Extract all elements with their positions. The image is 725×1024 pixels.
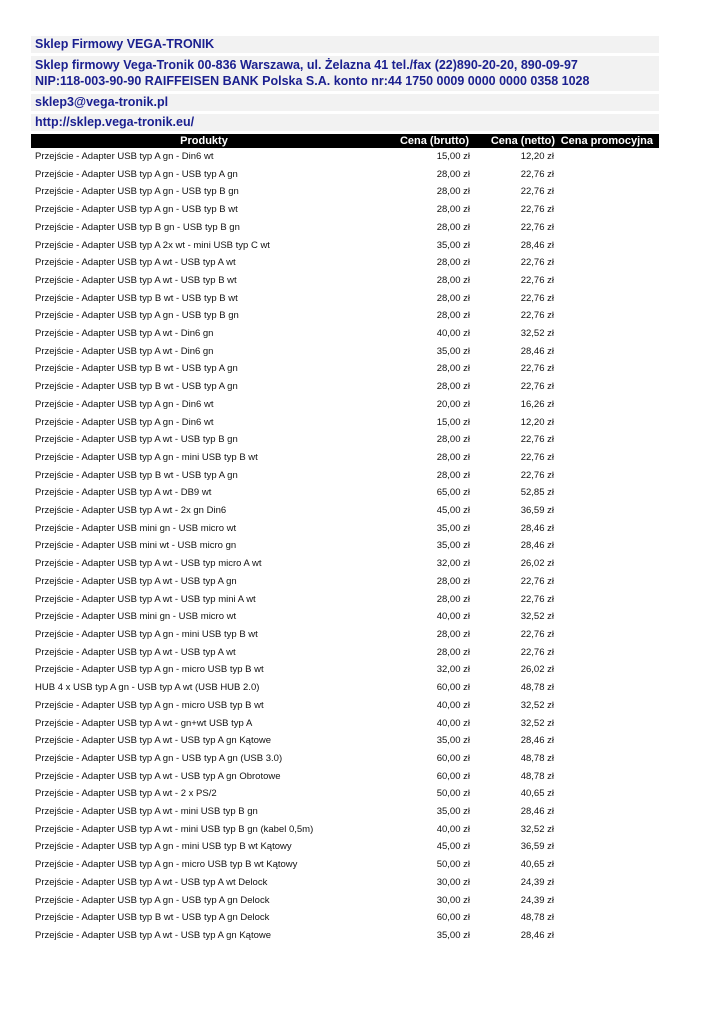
price-net-cell: 26,02 zł [520,558,554,570]
promo-price-cell [559,148,659,166]
promo-price-cell [559,644,659,662]
price-gross-cell: 35,00 zł [436,239,470,251]
table-row [31,166,659,184]
price-gross-cell: 60,00 zł [436,912,470,924]
table-row [31,679,659,697]
price-gross-cell: 28,00 zł [436,257,470,269]
product-name-cell: Przejście - Adapter USB typ B wt - USB typ A gn [35,469,238,481]
table-row [31,927,659,945]
price-net-cell: 22,76 zł [520,363,554,375]
promo-price-cell [559,785,659,803]
price-gross-cell: 28,00 zł [436,451,470,463]
product-name-cell: Przejście - Adapter USB typ B wt - USB typ A gn [35,363,238,375]
product-name-cell: Przejście - Adapter USB typ A gn - USB typ A gn Delock [35,894,270,906]
price-net-cell: 22,76 zł [520,168,554,180]
table-row [31,856,659,874]
product-name-cell: Przejście - Adapter USB typ A wt - mini USB typ B gn [35,806,258,818]
price-net-cell: 48,78 zł [520,752,554,764]
price-gross-cell: 28,00 zł [436,628,470,640]
price-net-cell: 22,76 zł [520,186,554,198]
table-row [31,573,659,591]
price-gross-cell: 30,00 zł [436,876,470,888]
table-row [31,626,659,644]
column-header-promo-price: Cena promocyjna [559,134,659,148]
promo-price-cell [559,520,659,538]
price-net-cell: 24,39 zł [520,894,554,906]
price-gross-cell: 60,00 zł [436,752,470,764]
promo-price-cell [559,927,659,945]
price-gross-cell: 28,00 zł [436,434,470,446]
promo-price-cell [559,768,659,786]
price-gross-cell: 40,00 zł [436,328,470,340]
price-gross-cell: 40,00 zł [436,823,470,835]
promo-price-cell [559,555,659,573]
table-row [31,201,659,219]
table-row [31,290,659,308]
promo-price-cell [559,449,659,467]
product-name-cell: Przejście - Adapter USB typ A wt - USB typ A gn [35,575,237,587]
product-name-cell: Przejście - Adapter USB typ A wt - USB typ A wt [35,646,236,658]
price-net-cell: 28,46 zł [520,735,554,747]
promo-price-cell [559,502,659,520]
promo-price-cell [559,608,659,626]
price-gross-cell: 40,00 zł [436,699,470,711]
product-name-cell: Przejście - Adapter USB mini wt - USB micro gn [35,540,237,552]
price-table [31,134,659,945]
price-net-cell: 22,76 zł [520,257,554,269]
price-gross-cell: 35,00 zł [436,522,470,534]
price-gross-cell: 28,00 zł [436,310,470,322]
product-name-cell: Przejście - Adapter USB typ B wt - USB typ B wt [35,292,238,304]
product-name-cell: Przejście - Adapter USB typ A gn - USB typ B wt [35,204,238,216]
table-row [31,396,659,414]
promo-price-cell [559,467,659,485]
price-gross-cell: 28,00 zł [436,186,470,198]
promo-price-cell [559,838,659,856]
table-row [31,183,659,201]
table-row [31,378,659,396]
table-row [31,520,659,538]
promo-price-cell [559,573,659,591]
product-name-cell: Przejście - Adapter USB typ A gn - micro USB typ B wt Kątowy [35,859,298,871]
price-gross-cell: 30,00 zł [436,894,470,906]
price-net-cell: 12,20 zł [520,416,554,428]
price-net-cell: 32,52 zł [520,699,554,711]
price-net-cell: 22,76 zł [520,204,554,216]
product-name-cell: Przejście - Adapter USB typ A gn - Din6 wt [35,151,214,162]
promo-price-cell [559,166,659,184]
product-name-cell: HUB 4 x USB typ A gn - USB typ A wt (USB HUB 2.0) [35,682,260,694]
table-row [31,272,659,290]
promo-price-cell [559,537,659,555]
promo-price-cell [559,183,659,201]
price-net-cell: 36,59 zł [520,505,554,517]
price-gross-cell: 15,00 zł [436,416,470,428]
price-gross-cell: 28,00 zł [436,168,470,180]
table-row [31,608,659,626]
product-name-cell: Przejście - Adapter USB typ B wt - USB typ A gn Delock [35,912,270,924]
table-row [31,148,659,166]
table-row [31,591,659,609]
table-row [31,414,659,432]
product-name-cell: Przejście - Adapter USB typ A gn - USB typ A gn [35,168,238,180]
table-row [31,307,659,325]
price-gross-cell: 50,00 zł [436,859,470,871]
promo-price-cell [559,661,659,679]
price-gross-cell: 28,00 zł [436,593,470,605]
price-net-cell: 22,76 zł [520,434,554,446]
price-net-cell: 32,52 zł [520,328,554,340]
price-gross-cell: 35,00 zł [436,735,470,747]
price-gross-cell: 45,00 zł [436,505,470,517]
product-name-cell: Przejście - Adapter USB typ A gn - mini USB typ B wt Kątowy [35,841,292,853]
price-gross-cell: 28,00 zł [436,221,470,233]
table-row [31,697,659,715]
product-name-cell: Przejście - Adapter USB typ A gn - mini USB typ B wt [35,451,258,463]
product-name-cell: Przejście - Adapter USB typ A gn - USB typ B gn [35,186,239,198]
table-row [31,732,659,750]
table-row [31,237,659,255]
company-address-line: Sklep firmowy Vega-Tronik 00-836 Warszawa, ul. Żelazna 41 tel./fax (22)890-20-20, 890-09-97 [35,58,578,72]
price-net-cell: 48,78 zł [520,770,554,782]
column-header-price-gross: Cena (brutto) [377,134,473,148]
price-net-cell: 22,76 zł [520,451,554,463]
column-header-price-net: Cena (netto) [473,134,559,148]
company-name: Sklep Firmowy VEGA-TRONIK [31,36,659,53]
price-net-cell: 22,76 zł [520,292,554,304]
product-name-cell: Przejście - Adapter USB typ A wt - USB typ B gn [35,434,238,446]
promo-price-cell [559,396,659,414]
table-row [31,785,659,803]
table-row [31,502,659,520]
table-row [31,484,659,502]
price-net-cell: 16,26 zł [520,398,554,410]
promo-price-cell [559,325,659,343]
product-name-cell: Przejście - Adapter USB typ A wt - 2 x PS/2 [35,788,217,800]
table-row [31,449,659,467]
company-bank-line: NIP:118-003-90-90 RAIFFEISEN BANK Polska S.A. konto nr:44 1750 0009 0000 0000 0358 1028 [35,74,590,88]
table-row [31,803,659,821]
price-gross-cell: 35,00 zł [436,929,470,941]
price-net-cell: 28,46 zł [520,239,554,251]
table-row [31,768,659,786]
promo-price-cell [559,290,659,308]
product-name-cell: Przejście - Adapter USB typ A wt - gn+wt USB typ A [35,717,253,729]
promo-price-cell [559,803,659,821]
promo-price-cell [559,697,659,715]
price-gross-cell: 28,00 zł [436,381,470,393]
promo-price-cell [559,307,659,325]
price-net-cell: 28,46 zł [520,540,554,552]
price-gross-cell: 20,00 zł [436,398,470,410]
price-net-cell: 22,76 zł [520,310,554,322]
table-row [31,254,659,272]
price-gross-cell: 45,00 zł [436,841,470,853]
price-gross-cell: 32,00 zł [436,664,470,676]
promo-price-cell [559,732,659,750]
product-name-cell: Przejście - Adapter USB typ A wt - DB9 wt [35,487,212,499]
price-gross-cell: 40,00 zł [436,717,470,729]
price-net-cell: 26,02 zł [520,664,554,676]
table-row [31,892,659,910]
product-name-cell: Przejście - Adapter USB typ A wt - USB typ B wt [35,274,237,286]
product-name-cell: Przejście - Adapter USB typ A 2x wt - mini USB typ C wt [35,239,270,251]
table-row [31,555,659,573]
promo-price-cell [559,591,659,609]
price-net-cell: 22,76 zł [520,646,554,658]
product-name-cell: Przejście - Adapter USB typ A wt - USB typ A gn Kątowe [35,735,272,747]
promo-price-cell [559,821,659,839]
promo-price-cell [559,431,659,449]
price-gross-cell: 60,00 zł [436,770,470,782]
price-net-cell: 28,46 zł [520,522,554,534]
product-name-cell: Przejście - Adapter USB typ A wt - mini USB typ B gn (kabel 0,5m) [35,823,314,835]
promo-price-cell [559,201,659,219]
company-address-block [31,56,659,91]
product-name-cell: Przejście - Adapter USB typ A wt - Din6 gn [35,345,214,357]
promo-price-cell [559,909,659,927]
price-table-body [31,148,659,945]
price-net-cell: 22,76 zł [520,469,554,481]
product-name-cell: Przejście - Adapter USB typ A wt - 2x gn Din6 [35,505,227,517]
price-net-cell: 32,52 zł [520,611,554,623]
company-url[interactable]: http://sklep.vega-tronik.eu/ [31,114,659,131]
table-row [31,467,659,485]
product-name-cell: Przejście - Adapter USB typ A gn - mini USB typ B wt [35,628,258,640]
product-name-cell: Przejście - Adapter USB typ A gn - micro USB typ B wt [35,699,264,711]
price-gross-cell: 28,00 zł [436,363,470,375]
price-gross-cell: 35,00 zł [436,806,470,818]
product-name-cell: Przejście - Adapter USB typ A gn - Din6 wt [35,416,214,428]
price-net-cell: 24,39 zł [520,876,554,888]
table-row [31,325,659,343]
table-row [31,821,659,839]
product-name-cell: Przejście - Adapter USB typ A wt - Din6 gn [35,328,214,340]
promo-price-cell [559,343,659,361]
promo-price-cell [559,715,659,733]
price-gross-cell: 50,00 zł [436,788,470,800]
price-net-cell: 12,20 zł [520,151,554,162]
price-table-header [31,134,659,148]
table-row [31,909,659,927]
table-row [31,750,659,768]
price-net-cell: 22,76 zł [520,221,554,233]
promo-price-cell [559,254,659,272]
price-gross-cell: 35,00 zł [436,345,470,357]
price-gross-cell: 15,00 zł [436,151,470,162]
promo-price-cell [559,360,659,378]
price-net-cell: 22,76 zł [520,381,554,393]
product-name-cell: Przejście - Adapter USB typ A wt - USB typ A gn Obrotowe [35,770,281,782]
promo-price-cell [559,237,659,255]
promo-price-cell [559,484,659,502]
price-gross-cell: 35,00 zł [436,540,470,552]
product-name-cell: Przejście - Adapter USB typ A wt - USB typ A wt Delock [35,876,268,888]
price-list-document [31,36,659,945]
table-row [31,537,659,555]
price-gross-cell: 28,00 zł [436,646,470,658]
promo-price-cell [559,626,659,644]
price-gross-cell: 28,00 zł [436,292,470,304]
price-net-cell: 40,65 zł [520,788,554,800]
price-net-cell: 40,65 zł [520,859,554,871]
product-name-cell: Przejście - Adapter USB mini gn - USB micro wt [35,522,237,534]
table-row [31,661,659,679]
price-gross-cell: 40,00 zł [436,611,470,623]
price-net-cell: 22,76 zł [520,575,554,587]
product-name-cell: Przejście - Adapter USB mini gn - USB micro wt [35,611,237,623]
price-net-cell: 28,46 zł [520,929,554,941]
product-name-cell: Przejście - Adapter USB typ A gn - USB typ A gn (USB 3.0) [35,752,283,764]
price-net-cell: 32,52 zł [520,717,554,729]
promo-price-cell [559,750,659,768]
price-net-cell: 52,85 zł [520,487,554,499]
price-net-cell: 22,76 zł [520,274,554,286]
product-name-cell: Przejście - Adapter USB typ A wt - USB typ mini A wt [35,593,256,605]
price-gross-cell: 28,00 zł [436,274,470,286]
promo-price-cell [559,414,659,432]
product-name-cell: Przejście - Adapter USB typ A gn - Din6 wt [35,398,214,410]
promo-price-cell [559,272,659,290]
price-net-cell: 32,52 zł [520,823,554,835]
column-header-products: Produkty [31,134,377,148]
price-net-cell: 36,59 zł [520,841,554,853]
table-row [31,219,659,237]
table-row [31,360,659,378]
promo-price-cell [559,892,659,910]
product-name-cell: Przejście - Adapter USB typ A gn - USB typ B gn [35,310,239,322]
table-row [31,431,659,449]
company-email: sklep3@vega-tronik.pl [31,94,659,111]
table-row [31,838,659,856]
product-name-cell: Przejście - Adapter USB typ B wt - USB typ A gn [35,381,238,393]
price-net-cell: 48,78 zł [520,682,554,694]
price-gross-cell: 65,00 zł [436,487,470,499]
product-name-cell: Przejście - Adapter USB typ B gn - USB typ B gn [35,221,240,233]
price-gross-cell: 28,00 zł [436,469,470,481]
price-gross-cell: 60,00 zł [436,682,470,694]
product-name-cell: Przejście - Adapter USB typ A wt - USB typ A wt [35,257,236,269]
table-row [31,644,659,662]
promo-price-cell [559,874,659,892]
price-gross-cell: 28,00 zł [436,575,470,587]
price-net-cell: 22,76 zł [520,593,554,605]
table-row [31,874,659,892]
table-row [31,343,659,361]
promo-price-cell [559,679,659,697]
price-net-cell: 22,76 zł [520,628,554,640]
product-name-cell: Przejście - Adapter USB typ A wt - USB typ A gn Kątowe [35,929,272,941]
promo-price-cell [559,219,659,237]
price-net-cell: 28,46 zł [520,345,554,357]
price-net-cell: 48,78 zł [520,912,554,924]
product-name-cell: Przejście - Adapter USB typ A gn - micro USB typ B wt [35,664,264,676]
price-gross-cell: 28,00 zł [436,204,470,216]
promo-price-cell [559,856,659,874]
price-net-cell: 28,46 zł [520,806,554,818]
product-name-cell: Przejście - Adapter USB typ A wt - USB typ micro A wt [35,558,262,570]
promo-price-cell [559,378,659,396]
table-row [31,715,659,733]
price-gross-cell: 32,00 zł [436,558,470,570]
